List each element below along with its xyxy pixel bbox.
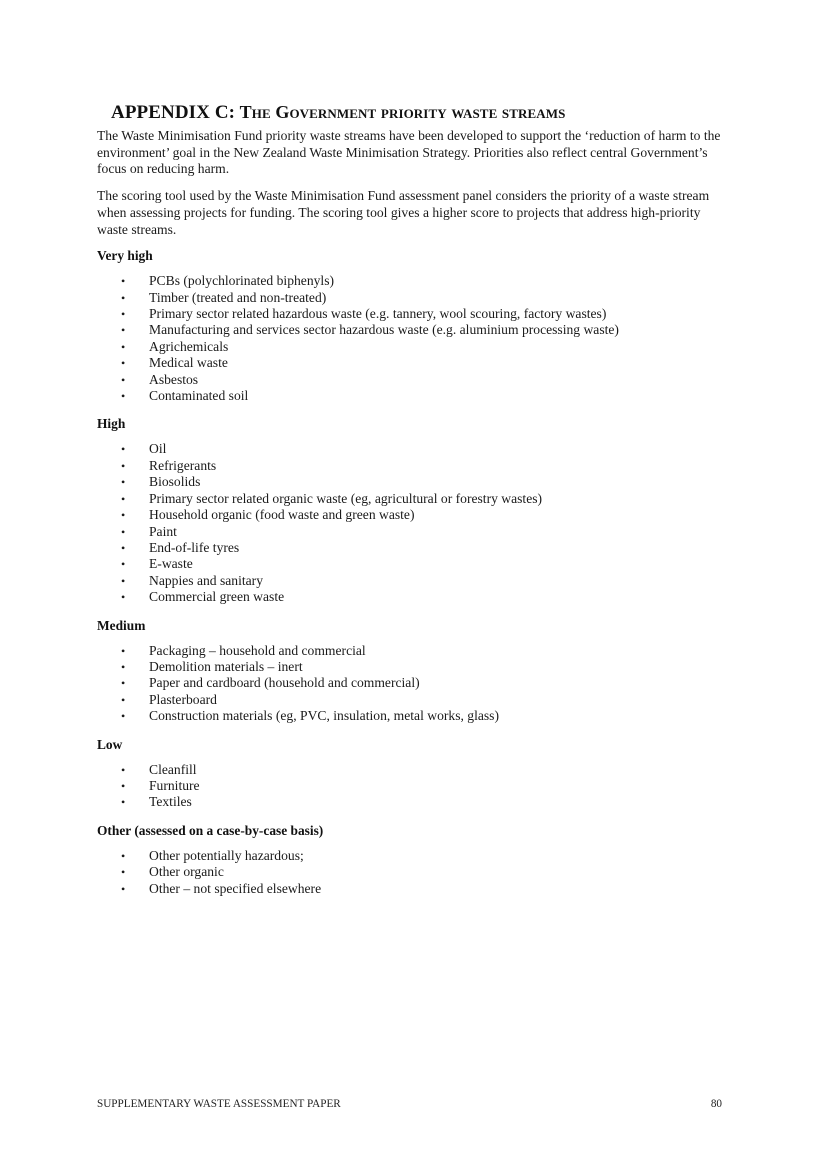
bullet-icon: • (121, 508, 126, 523)
list-item (97, 306, 722, 322)
list-item-text: Commercial green waste (149, 589, 285, 605)
list-item (97, 441, 722, 457)
list-item-text: Contaminated soil (149, 388, 249, 404)
list-item (97, 573, 722, 589)
list-item-text: Oil (149, 441, 167, 457)
footer-page-number: 80 (710, 1098, 722, 1110)
list-item-text: Furniture (149, 777, 200, 793)
appendix-label: APPENDIX C: (111, 102, 236, 123)
list-item-text: Agrichemicals (149, 338, 229, 354)
bullet-list (97, 441, 722, 605)
list-item (97, 507, 722, 523)
list-item-text: PCBs (polychlorinated biphenyls) (149, 273, 335, 289)
bullet-icon: • (121, 709, 126, 724)
list-item-text: Other – not specified elsewhere (149, 880, 322, 896)
intro-paragraph-2: The scoring tool used by the Waste Minimisation Fund assessment panel considers the priority of a waste stream when assessing projects for funding. The scoring tool gives a higher score to projects that address high-priority waste streams. (97, 188, 710, 237)
bullet-icon: • (121, 540, 126, 555)
list-item-text: Textiles (149, 794, 192, 810)
list-item (97, 355, 722, 371)
list-item-text: Packaging – household and commercial (149, 642, 366, 658)
appendix-heading (111, 102, 722, 124)
list-item-text: End-of-life tyres (149, 539, 240, 555)
list-item (97, 692, 722, 708)
bullet-icon: • (121, 778, 126, 793)
bullet-list (97, 848, 722, 897)
bullet-icon: • (121, 795, 126, 810)
list-item (97, 491, 722, 507)
list-item-text: Nappies and sanitary (149, 572, 264, 588)
bullet-icon: • (121, 356, 126, 371)
list-item (97, 524, 722, 540)
list-item (97, 589, 722, 605)
bullet-icon: • (121, 458, 126, 473)
section-heading: Very high (97, 248, 153, 264)
bullet-icon: • (121, 274, 126, 289)
list-item (97, 388, 722, 404)
bullet-icon: • (121, 557, 126, 572)
bullet-list (97, 643, 722, 725)
list-item (97, 794, 722, 810)
section-heading: Other (assessed on a case-by-case basis) (97, 822, 324, 838)
bullet-icon: • (121, 389, 126, 404)
list-item-text: Paper and cardboard (household and commercial) (149, 675, 420, 691)
list-item (97, 762, 722, 778)
bullet-icon: • (121, 881, 126, 896)
list-item (97, 864, 722, 880)
list-item-text: Asbestos (149, 371, 199, 387)
bullet-icon: • (121, 573, 126, 588)
list-item-text: Manufacturing and services sector hazardous waste (e.g. aluminium processing waste) (149, 322, 619, 338)
list-item (97, 848, 722, 864)
list-item-text: Primary sector related hazardous waste (e.g. tannery, wool scouring, factory wastes) (149, 306, 607, 322)
list-item-text: Household organic (food waste and green waste) (149, 507, 415, 523)
footer-document-title: SUPPLEMENTARY WASTE ASSESSMENT PAPER (97, 1098, 341, 1110)
list-item (97, 273, 722, 289)
list-item (97, 659, 722, 675)
bullet-icon: • (121, 323, 126, 338)
bullet-list (97, 762, 722, 811)
bullet-icon: • (121, 692, 126, 707)
list-item-text: Other potentially hazardous; (149, 847, 304, 863)
list-item-text: Biosolids (149, 474, 201, 490)
bullet-icon: • (121, 372, 126, 387)
list-item (97, 322, 722, 338)
bullet-icon: • (121, 307, 126, 322)
bullet-icon: • (121, 442, 126, 457)
bullet-icon: • (121, 524, 126, 539)
list-item-text: Construction materials (eg, PVC, insulation, metal works, glass) (149, 708, 499, 724)
section-heading: Low (97, 736, 123, 752)
bullet-icon: • (121, 491, 126, 506)
bullet-icon: • (121, 659, 126, 674)
list-item-text: Medical waste (149, 355, 228, 371)
bullet-icon: • (121, 865, 126, 880)
intro-paragraph-1: The Waste Minimisation Fund priority waste streams have been developed to support the ‘reduction of harm to the environment’ goal in the New Zealand Waste Minimisation Strategy. Priorities also reflect central Government’s focus on reducing harm. (97, 128, 721, 177)
document-page (97, 102, 722, 909)
list-item-text: Primary sector related organic waste (eg, agricultural or forestry wastes) (149, 490, 543, 506)
bullet-icon: • (121, 590, 126, 605)
list-item-text: Paint (149, 523, 177, 539)
bullet-icon: • (121, 290, 126, 305)
bullet-list (97, 273, 722, 404)
priority-sections (97, 248, 722, 897)
list-item (97, 675, 722, 691)
appendix-title: The Government priority waste streams (239, 102, 566, 122)
list-item-text: Refrigerants (149, 457, 217, 473)
list-item (97, 556, 722, 572)
bullet-icon: • (121, 676, 126, 691)
list-item (97, 372, 722, 388)
list-item-text: Demolition materials – inert (149, 658, 303, 674)
bullet-icon: • (121, 762, 126, 777)
section-heading: High (97, 416, 126, 432)
list-item (97, 540, 722, 556)
list-item (97, 881, 722, 897)
list-item-text: Plasterboard (149, 691, 217, 707)
bullet-icon: • (121, 475, 126, 490)
list-item (97, 708, 722, 724)
bullet-icon: • (121, 643, 126, 658)
bullet-icon: • (121, 339, 126, 354)
list-item-text: Other organic (149, 864, 224, 880)
list-item (97, 778, 722, 794)
list-item (97, 458, 722, 474)
bullet-icon: • (121, 848, 126, 863)
list-item-text: E-waste (149, 556, 193, 572)
list-item (97, 474, 722, 490)
section-heading: Medium (97, 617, 146, 633)
list-item-text: Timber (treated and non-treated) (149, 289, 327, 305)
list-item (97, 643, 722, 659)
list-item-text: Cleanfill (149, 761, 197, 777)
list-item (97, 290, 722, 306)
list-item (97, 339, 722, 355)
